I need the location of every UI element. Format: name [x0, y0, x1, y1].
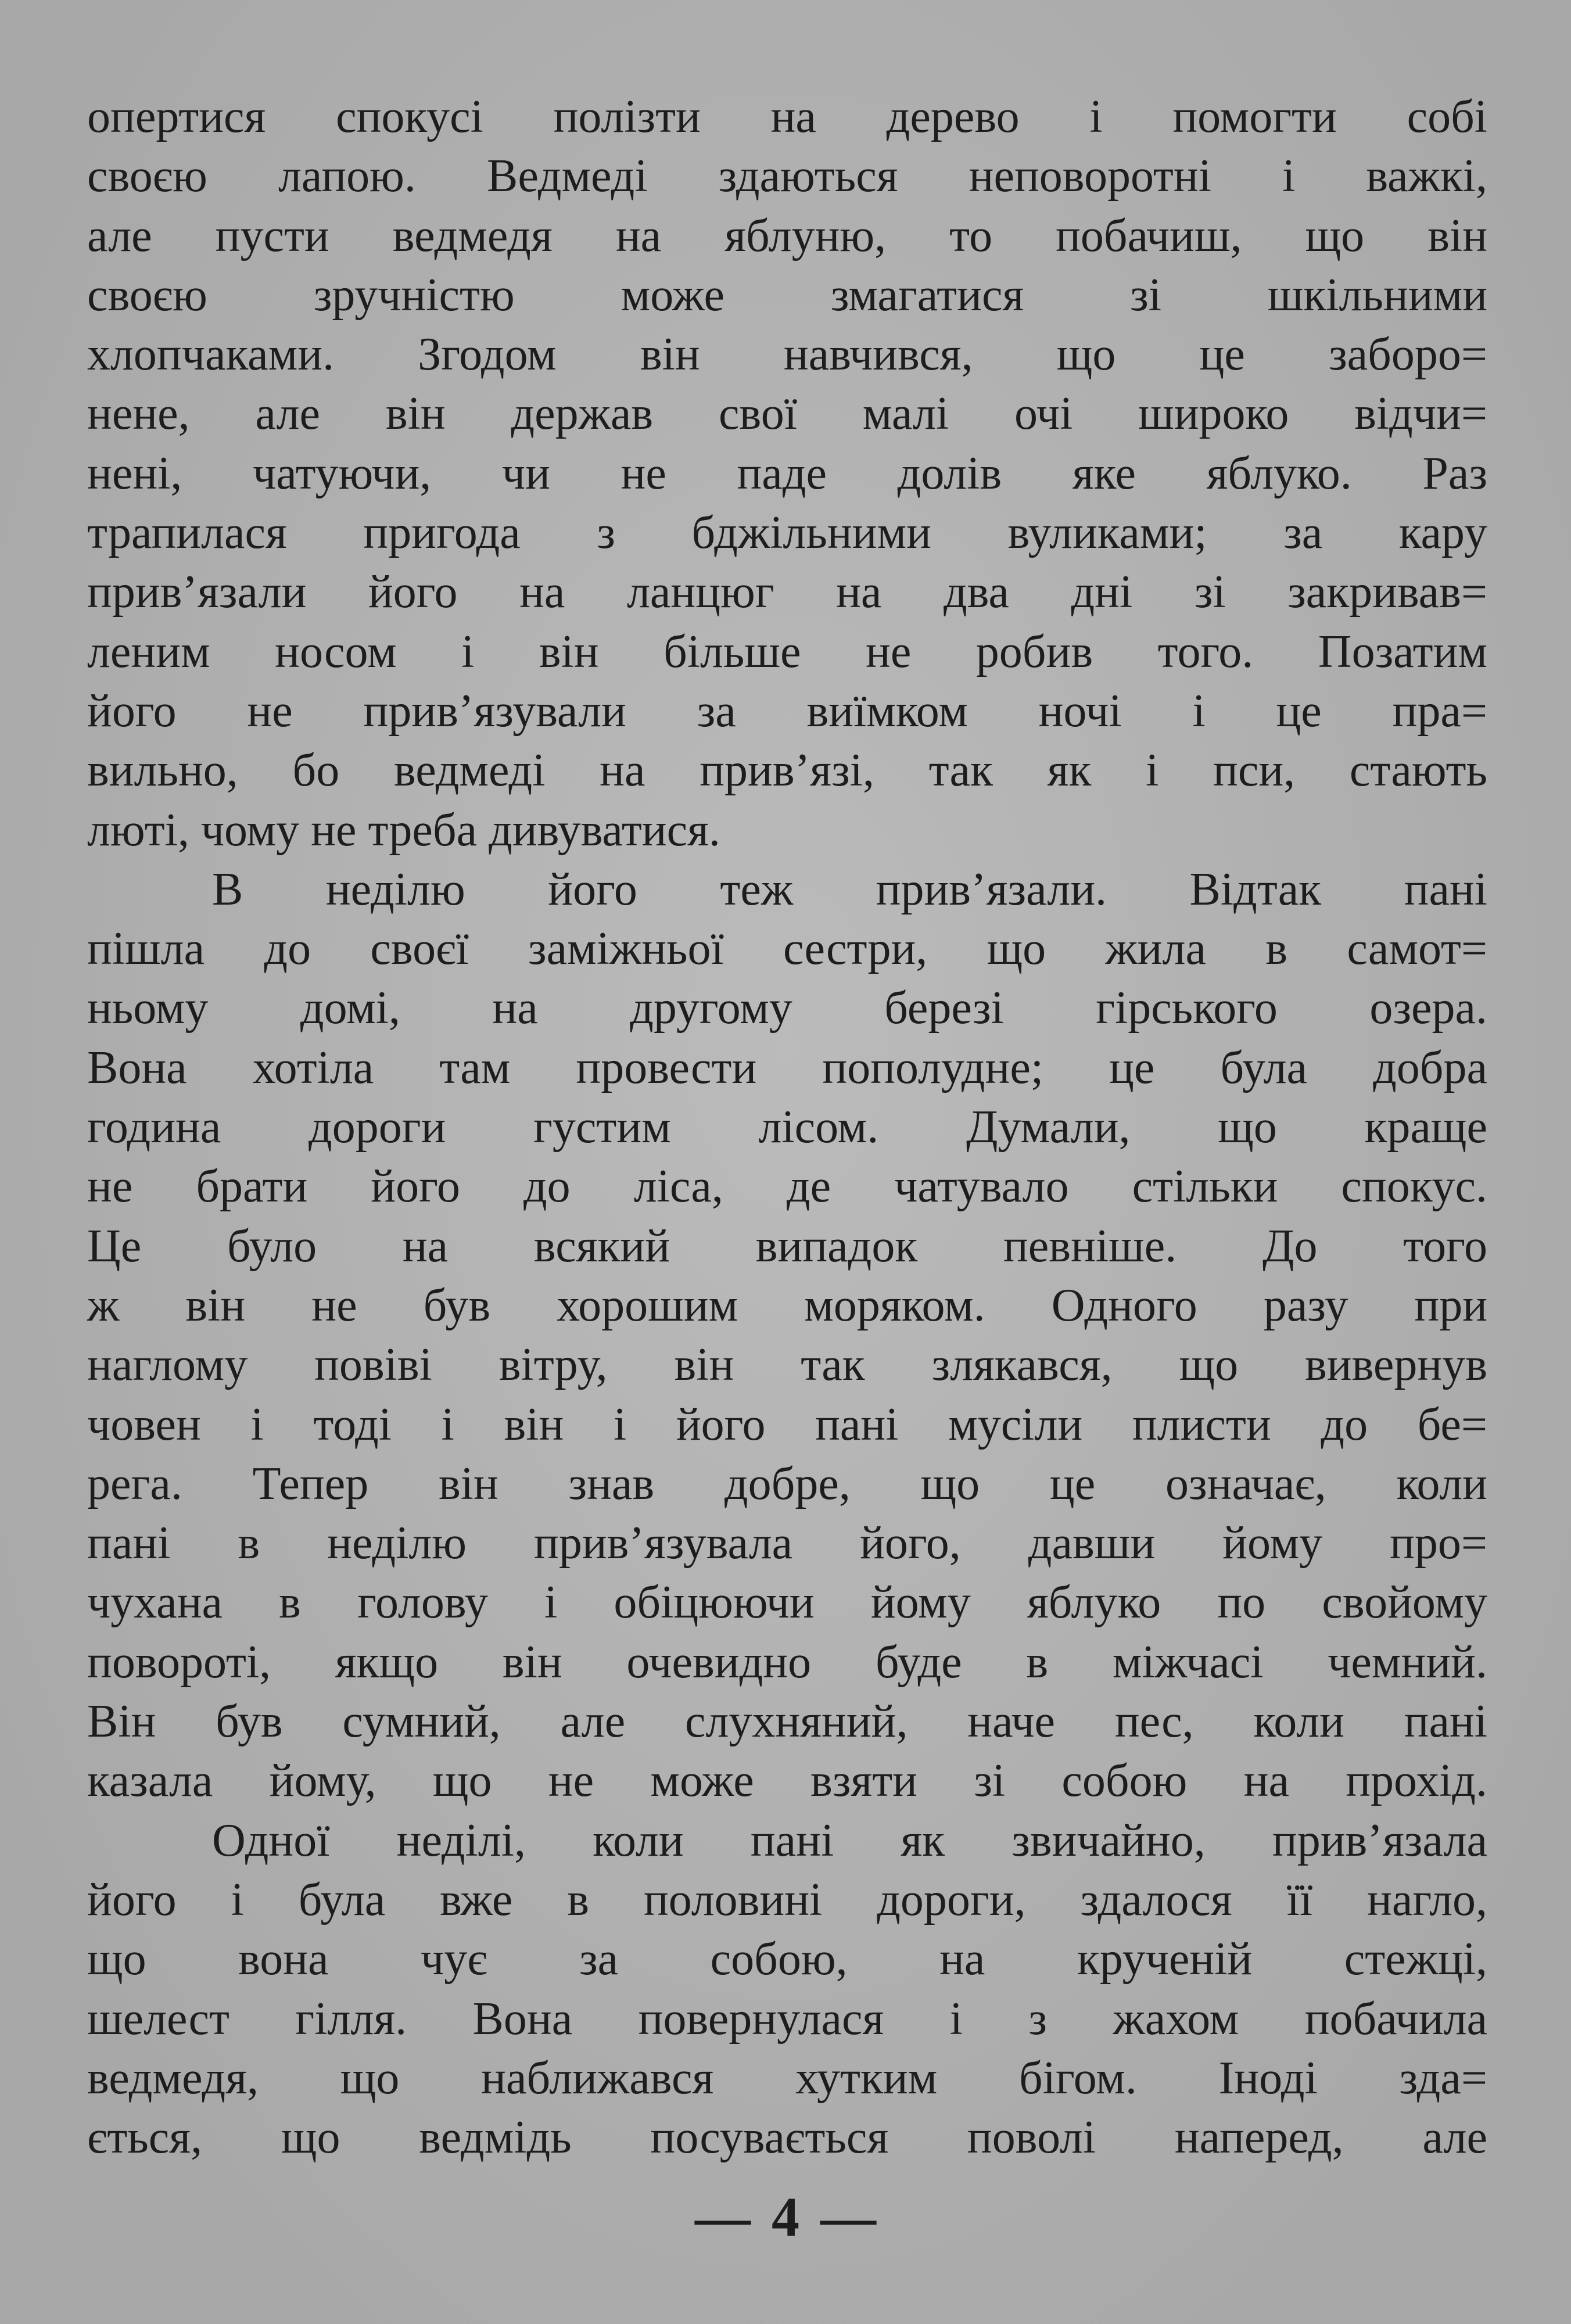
text-line: нене, але він держав свої малі очі широко відчи= — [87, 388, 1487, 440]
body-text — [87, 87, 1487, 2167]
text-line: леним носом і він більше не робив того. Позатим — [87, 626, 1487, 677]
page-number: — 4 — — [695, 2186, 880, 2248]
text-line: пані в неділю прив’язувала його, давши йому про= — [87, 1518, 1487, 1569]
text-line: що вона чує за собою, на крученій стежці, — [87, 1934, 1487, 1985]
text-line: опертися спокусі полізти на дерево і помогти собі — [87, 91, 1487, 142]
text-line: наглому повіві вітру, він так злякався, що вивернув — [87, 1339, 1487, 1391]
text-line: вильно, бо ведмеді на прив’язі, так як і пси, стають — [87, 745, 1487, 797]
text-line: його і була вже в половині дороги, здалося її нагло, — [87, 1874, 1487, 1925]
text-line: прив’язали його на ланцюг на два дні зі закривав= — [87, 566, 1487, 618]
text-line: чухана в голову і обіцюючи йому яблуко по свойому — [87, 1577, 1487, 1629]
text-line: Одної неділі, коли пані як звичайно, прив’язала — [212, 1814, 1487, 1866]
text-line: човен і тоді і він і його пані мусіли плисти до бе= — [87, 1398, 1487, 1450]
text-line: ж він не був хорошим моряком. Одного разу при — [87, 1279, 1487, 1331]
text-line: своєю зручністю може змагатися зі шкільними — [87, 269, 1487, 321]
text-line: казала йому, що не може взяти зі собою на прохід. — [87, 1755, 1487, 1807]
text-line: ється, що ведмідь посувається поволі наперед, але — [87, 2112, 1487, 2164]
text-line: нені, чатуючи, чи не паде долів яке яблуко. Раз — [87, 447, 1487, 499]
text-line: В неділю його теж прив’язали. Відтак пані — [212, 863, 1487, 915]
text-line: Це було на всякий випадок певніше. До того — [87, 1220, 1487, 1272]
book-page — [87, 87, 1487, 2272]
text-line: люті, чому не треба дивуватися. — [87, 804, 720, 856]
text-line: повороті, якщо він очевидно буде в міжчасі чемний. — [87, 1636, 1487, 1688]
text-line: ньому домі, на другому березі гірського озера. — [87, 982, 1487, 1034]
text-line: своєю лапою. Ведмеді здаються неповоротні і важкі, — [87, 150, 1487, 202]
text-line: шелест гілля. Вона повернулася і з жахом побачила — [87, 1993, 1487, 2045]
text-line: рега. Тепер він знав добре, що це означає, коли — [87, 1458, 1487, 1509]
text-line: хлопчаками. Згодом він навчився, що це заборо= — [87, 329, 1487, 381]
text-line: година дороги густим лісом. Думали, що краще — [87, 1102, 1487, 1153]
text-line: Він був сумний, але слухняний, наче пес, коли пані — [87, 1696, 1487, 1748]
text-line: трапилася пригода з бджільними вуликами; за кару — [87, 507, 1487, 559]
text-line: ведмедя, що наближався хутким бігом. Іноді зда= — [87, 2052, 1487, 2104]
text-line: але пусти ведмедя на яблуню, то побачиш, що він — [87, 210, 1487, 261]
text-line: його не прив’язували за виїмком ночі і це пра= — [87, 685, 1487, 737]
text-line: пішла до своєї заміжньої сестри, що жила в самот= — [87, 923, 1487, 975]
text-line: Вона хотіла там провести пополудне; це була добра — [87, 1042, 1487, 1093]
text-line: не брати його до ліса, де чатувало стільки спокус. — [87, 1161, 1487, 1213]
